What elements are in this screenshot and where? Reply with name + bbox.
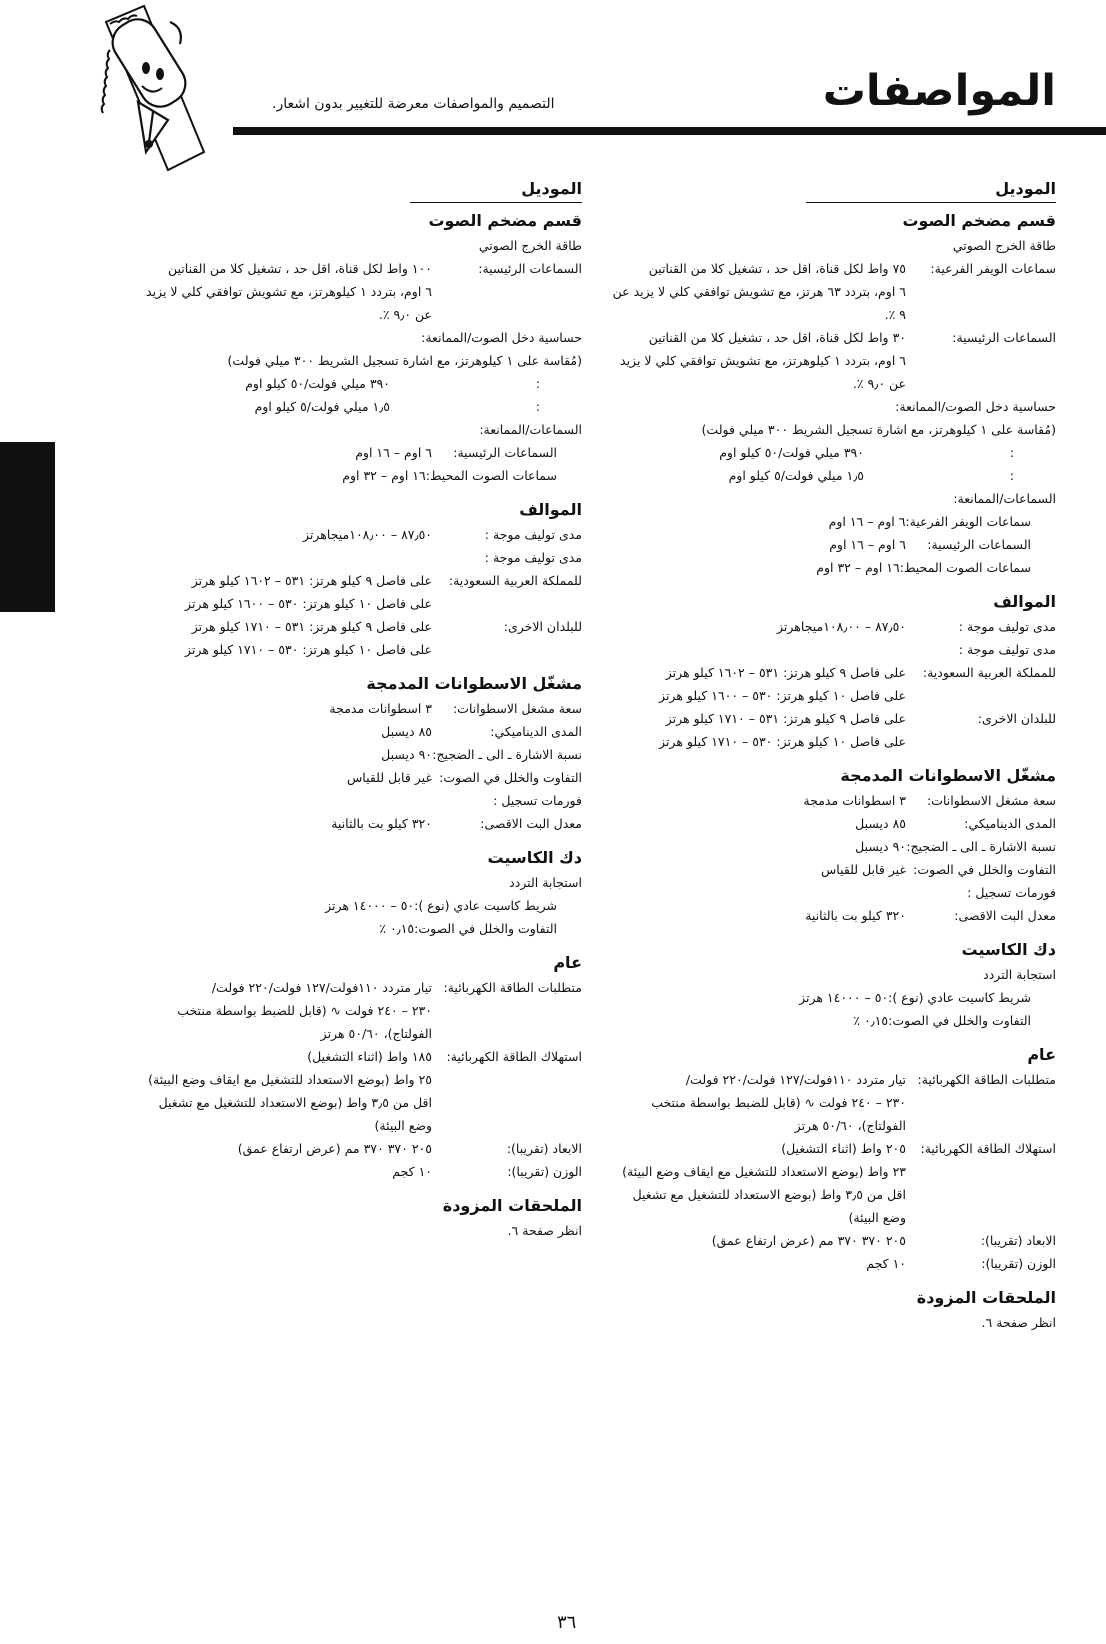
spec-label: التفاوت والخلل في الصوت: (913, 862, 1056, 877)
spec-row (559, 464, 1056, 487)
spec-value: ٢٠٥ ٣٧٠ ٣٧٠ مم (عرض ارتفاع عمق) (237, 1141, 432, 1156)
spec-section (559, 1284, 1056, 1334)
spec-row (82, 372, 582, 395)
spec-label: شريط كاسيت عادي (نوع ): (414, 898, 557, 913)
spec-row (82, 615, 582, 638)
spec-label: فورمات تسجيل : (967, 885, 1056, 900)
spec-value: ٣ اسطوانات مدمجة (329, 701, 432, 716)
spec-value-continuation: الفولتاج)، ٥٠/٦٠ هرتز (320, 1026, 432, 1041)
spec-label: مدى توليف موجة : (484, 550, 582, 565)
spec-value: ٣٢٠ كيلو بت بالثانية (805, 908, 906, 923)
section-heading: عام (1027, 1045, 1056, 1064)
spec-row (82, 395, 582, 418)
spec-value-continuation: عن ٩٫٠ ٪. (852, 376, 906, 391)
spec-value: ١٠ كجم (866, 1256, 906, 1271)
spec-row (559, 904, 1056, 927)
spec-row (82, 1137, 582, 1160)
spec-value: ٩٠ ديسبل (381, 747, 432, 762)
spec-value (559, 881, 906, 904)
spec-text: السماعات/الممانعة: (479, 422, 582, 437)
spec-section (82, 496, 582, 661)
spec-value-continuation: ٢٣٠ – ٢٤٠ فولت ∿ (قابل للضبط بواسطة منتخب (177, 1003, 432, 1018)
spec-value-continuation: الفولتاج)، ٥٠/٦٠ هرتز (794, 1118, 906, 1133)
spec-label: : (535, 376, 540, 391)
spec-label: : (1009, 468, 1014, 483)
spec-value: على فاصل ٩ كيلو هرتز: ٥٣١ – ١٧١٠ كيلو هرتز (191, 619, 432, 634)
spec-label: سعة مشغل الاسطوانات: (926, 793, 1056, 808)
spec-value: تيار متردد ١١٠فولت/١٢٧ فولت/٢٢٠ فولت/ (685, 1072, 906, 1087)
spec-label: السماعات الرئيسية: (927, 537, 1031, 552)
spec-text: استجابة التردد (509, 875, 582, 890)
spec-row (82, 257, 582, 280)
spec-text: (مُقاسة على ١ كيلوهرتز، مع اشارة تسجيل الشريط ٣٠٠ ميلي فولت) (227, 353, 582, 368)
spec-value: ١٦ اوم – ٣٢ اوم (342, 468, 426, 483)
spec-value: ١٨٥ واط (اثناء التشغيل) (307, 1049, 432, 1064)
specs-column-right (559, 176, 1056, 1334)
spec-label: الابعاد (تقريبا): (506, 1141, 582, 1156)
spec-row (559, 326, 1056, 349)
specs-column-left (82, 176, 582, 1242)
spec-row (559, 789, 1056, 812)
spec-value: ٨٥ ديسبل (855, 816, 906, 831)
section-heading: الموالف (993, 592, 1056, 611)
spec-section (559, 588, 1056, 753)
spec-label: سماعات الويفر الفرعية: (905, 514, 1031, 529)
spec-label: السماعات الرئيسية: (453, 445, 557, 460)
spec-value: تيار متردد ١١٠فولت/١٢٧ فولت/٢٢٠ فولت/ (211, 980, 432, 995)
spec-row (82, 766, 582, 789)
spec-value-continuation: ٩ ٪. (884, 307, 906, 322)
spec-value: على فاصل ٩ كيلو هرتز: ٥٣١ – ١٦٠٢ كيلو هرتز (191, 573, 432, 588)
spec-label: نسبة الاشارة ـ الى ـ الضجيج: (906, 839, 1056, 854)
spec-value-continuation: على فاصل ١٠ كيلو هرتز: ٥٣٠ – ١٧١٠ كيلو هرتز (659, 734, 906, 749)
spec-label: السماعات الرئيسية: (478, 261, 582, 276)
spec-value: على فاصل ٩ كيلو هرتز: ٥٣١ – ١٧١٠ كيلو هرتز (665, 711, 906, 726)
spec-text: انظر صفحة ٦. (507, 1223, 582, 1238)
spec-value-continuation: عن ٩٫٠ ٪. (378, 307, 432, 322)
spec-value: غير قابل للقياس (821, 862, 906, 877)
spec-section (559, 936, 1056, 1032)
spec-row (82, 523, 582, 546)
spec-value-continuation: وضع البيئة) (374, 1118, 432, 1133)
spec-value: ٧٥ واط لكل قناة، اقل حد ، تشغيل كلا من القناتين (648, 261, 906, 276)
section-heading: الملحقات المزودة (442, 1196, 582, 1215)
spec-row (82, 917, 582, 940)
model-heading: الموديل (806, 176, 1056, 203)
spec-row (559, 441, 1056, 464)
spec-label: : (1009, 445, 1014, 460)
spec-row (559, 510, 1056, 533)
title-divider (233, 127, 1106, 135)
spec-value: ٢٠٥ واط (اثناء التشغيل) (781, 1141, 906, 1156)
spec-value-continuation: ٦ اوم، بتردد ١ كيلوهرتز، مع تشويش توافقي كلي لا يزيد (620, 353, 906, 368)
section-heading: مشغّل الاسطوانات المدمجة (366, 674, 582, 693)
spec-value: ٣٩٠ ميلي فولت/٥٠ كيلو اوم (245, 376, 390, 391)
section-heading: الملحقات المزودة (916, 1288, 1056, 1307)
spec-value: ٦ اوم – ١٦ اوم (355, 445, 432, 460)
spec-label: للمملكة العربية السعودية: (448, 573, 582, 588)
section-heading: قسم مضخم الصوت (902, 211, 1056, 230)
spec-label: الوزن (تقريبا): (981, 1256, 1056, 1271)
pen-notepad-illustration (76, 2, 216, 172)
spec-row (82, 743, 582, 766)
spec-value-continuation: ٢٥ واط (بوضع الاستعداد للتشغيل مع ايقاف وضع البيئة) (148, 1072, 432, 1087)
spec-row (82, 569, 582, 592)
spec-value: غير قابل للقياس (347, 770, 432, 785)
spec-text: طاقة الخرج الصوتي (952, 238, 1056, 253)
spec-value: ٥٠ – ١٤٠٠٠ هرتز (799, 990, 889, 1005)
spec-row (559, 858, 1056, 881)
spec-row (82, 894, 582, 917)
spec-row (559, 1068, 1056, 1091)
spec-value: ٣٠ واط لكل قناة، اقل حد ، تشغيل كلا من القناتين (648, 330, 906, 345)
page-number: ٣٦ (557, 1612, 577, 1633)
spec-label: المدى الديناميكي: (490, 724, 582, 739)
spec-text: استجابة التردد (983, 967, 1056, 982)
spec-row (559, 556, 1056, 579)
spec-row (559, 1137, 1056, 1160)
spec-label: : (535, 399, 540, 414)
spec-label: للمملكة العربية السعودية: (922, 665, 1056, 680)
spec-value: على فاصل ٩ كيلو هرتز: ٥٣١ – ١٦٠٢ كيلو هرتز (665, 665, 906, 680)
section-heading: دك الكاسيت (487, 848, 582, 867)
spec-label: التفاوت والخلل في الصوت: (414, 921, 557, 936)
spec-section (82, 670, 582, 835)
spec-value: ٢٠٥ ٣٧٠ ٣٧٠ مم (عرض ارتفاع عمق) (711, 1233, 906, 1248)
spec-value-continuation: اقل من ٣٫٥ واط (بوضع الاستعداد للتشغيل مع تشغيل (632, 1187, 906, 1202)
spec-label: التفاوت والخلل في الصوت: (888, 1013, 1031, 1028)
spec-row (82, 697, 582, 720)
spec-value-continuation: على فاصل ١٠ كيلو هرتز: ٥٣٠ – ١٦٠٠ كيلو هرتز (659, 688, 906, 703)
section-heading: مشغّل الاسطوانات المدمجة (840, 766, 1056, 785)
spec-value-continuation: ٢٣ واط (بوضع الاستعداد للتشغيل مع ايقاف وضع البيئة) (622, 1164, 906, 1179)
spec-value: ٨٥ ديسبل (381, 724, 432, 739)
spec-row (559, 638, 1056, 661)
spec-label: نسبة الاشارة ـ الى ـ الضجيج: (432, 747, 582, 762)
spec-section (559, 1041, 1056, 1275)
spec-value (82, 789, 432, 812)
spec-row (559, 835, 1056, 858)
spec-label: متطلبات الطاقة الكهربائية: (917, 1072, 1056, 1087)
spec-value: ٩٠ ديسبل (855, 839, 906, 854)
spec-row (559, 257, 1056, 280)
spec-label: التفاوت والخلل في الصوت: (439, 770, 582, 785)
spec-section (82, 1192, 582, 1242)
spec-row (82, 789, 582, 812)
section-tab-marker (0, 442, 55, 612)
spec-value: ١٦ اوم – ٣٢ اوم (816, 560, 900, 575)
spec-label: استهلاك الطاقة الكهربائية: (920, 1141, 1056, 1156)
spec-value-continuation: على فاصل ١٠ كيلو هرتز: ٥٣٠ – ١٦٠٠ كيلو هرتز (185, 596, 432, 611)
spec-value: ٣ اسطوانات مدمجة (803, 793, 906, 808)
section-heading: قسم مضخم الصوت (428, 211, 582, 230)
spec-label: المدى الديناميكي: (964, 816, 1056, 831)
page-title: المواصفات (822, 66, 1056, 116)
page-subtitle: التصميم والمواصفات معرضة للتغيير بدون اشعار. (272, 96, 555, 112)
spec-value (82, 546, 432, 569)
spec-text: حساسية دخل الصوت/الممانعة: (421, 330, 582, 345)
spec-value: ١٠٠ واط لكل قناة، اقل حد ، تشغيل كلا من القناتين (168, 261, 432, 276)
spec-label: مدى توليف موجة : (958, 642, 1056, 657)
spec-label: معدل البت الاقصى: (954, 908, 1056, 923)
spec-row (82, 976, 582, 999)
spec-row (559, 615, 1056, 638)
spec-row (559, 986, 1056, 1009)
spec-label: السماعات الرئيسية: (952, 330, 1056, 345)
spec-value-continuation: وضع البيئة) (848, 1210, 906, 1225)
spec-row (82, 546, 582, 569)
spec-value: ١٫٥ ميلي فولت/٥ كيلو اوم (728, 468, 864, 483)
spec-row (559, 1252, 1056, 1275)
spec-row (82, 720, 582, 743)
spec-label: مدى توليف موجة : (484, 527, 582, 542)
spec-row (559, 881, 1056, 904)
spec-label: الوزن (تقريبا): (507, 1164, 582, 1179)
spec-row (82, 441, 582, 464)
section-heading: عام (553, 953, 582, 972)
spec-label: للبلدان الاخرى: (503, 619, 582, 634)
model-heading: الموديل (410, 176, 582, 203)
spec-value-continuation: ٦ اوم، بتردد ٦٣ هرتز، مع تشويش توافقي كلي لا يزيد عن (612, 284, 906, 299)
spec-label: استهلاك الطاقة الكهربائية: (446, 1049, 582, 1064)
spec-row (559, 812, 1056, 835)
spec-label: سماعات الويفر الفرعية: (930, 261, 1056, 276)
spec-section (559, 207, 1056, 579)
spec-row (559, 661, 1056, 684)
spec-text: حساسية دخل الصوت/الممانعة: (895, 399, 1056, 414)
spec-label: شريط كاسيت عادي (نوع ): (888, 990, 1031, 1005)
spec-row (82, 1045, 582, 1068)
spec-label: مدى توليف موجة : (958, 619, 1056, 634)
spec-value: ٦ اوم – ١٦ اوم (828, 514, 906, 529)
spec-label: سماعات الصوت المحيط: (425, 468, 557, 483)
spec-section (82, 844, 582, 940)
spec-text: طاقة الخرج الصوتي (478, 238, 582, 253)
spec-value: ٥٠ – ١٤٠٠٠ هرتز (325, 898, 415, 913)
spec-section (82, 207, 582, 487)
spec-row (82, 464, 582, 487)
spec-value: ٨٧٫٥٠ – ١٠٨٫٠٠ميجاهرتز (777, 619, 906, 634)
spec-value: ٦ اوم – ١٦ اوم (829, 537, 906, 552)
spec-value: ٠٫١٥ ٪ (853, 1013, 889, 1028)
spec-text: انظر صفحة ٦. (981, 1315, 1056, 1330)
section-heading: دك الكاسيت (961, 940, 1056, 959)
spec-label: سماعات الصوت المحيط: (899, 560, 1031, 575)
spec-value: ١٠ كجم (392, 1164, 432, 1179)
section-heading: الموالف (519, 500, 582, 519)
spec-label: متطلبات الطاقة الكهربائية: (443, 980, 582, 995)
spec-label: معدل البت الاقصى: (480, 816, 582, 831)
spec-value-continuation: اقل من ٣٫٥ واط (بوضع الاستعداد للتشغيل مع تشغيل (158, 1095, 432, 1110)
spec-label: سعة مشغل الاسطوانات: (452, 701, 582, 716)
spec-row (559, 533, 1056, 556)
spec-label: للبلدان الاخرى: (977, 711, 1056, 726)
spec-row (559, 1229, 1056, 1252)
spec-section (559, 762, 1056, 927)
spec-section (82, 949, 582, 1183)
spec-label: فورمات تسجيل : (493, 793, 582, 808)
spec-value-continuation: ٢٣٠ – ٢٤٠ فولت ∿ (قابل للضبط بواسطة منتخب (651, 1095, 906, 1110)
spec-value (559, 638, 906, 661)
spec-row (82, 1160, 582, 1183)
spec-value: ٣٩٠ ميلي فولت/٥٠ كيلو اوم (719, 445, 864, 460)
spec-row (559, 707, 1056, 730)
spec-row (82, 812, 582, 835)
spec-row (559, 1009, 1056, 1032)
spec-value-continuation: على فاصل ١٠ كيلو هرتز: ٥٣٠ – ١٧١٠ كيلو هرتز (185, 642, 432, 657)
spec-value: ٨٧٫٥٠ – ١٠٨٫٠٠ميجاهرتز (303, 527, 432, 542)
spec-value: ٣٢٠ كيلو بت بالثانية (331, 816, 432, 831)
spec-value: ١٫٥ ميلي فولت/٥ كيلو اوم (254, 399, 390, 414)
spec-text: السماعات/الممانعة: (953, 491, 1056, 506)
spec-label: الابعاد (تقريبا): (980, 1233, 1056, 1248)
spec-value-continuation: ٦ اوم، بتردد ١ كيلوهرتز، مع تشويش توافقي كلي لا يزيد (146, 284, 432, 299)
spec-text: (مُقاسة على ١ كيلوهرتز، مع اشارة تسجيل الشريط ٣٠٠ ميلي فولت) (701, 422, 1056, 437)
spec-value: ٠٫١٥ ٪ (379, 921, 415, 936)
